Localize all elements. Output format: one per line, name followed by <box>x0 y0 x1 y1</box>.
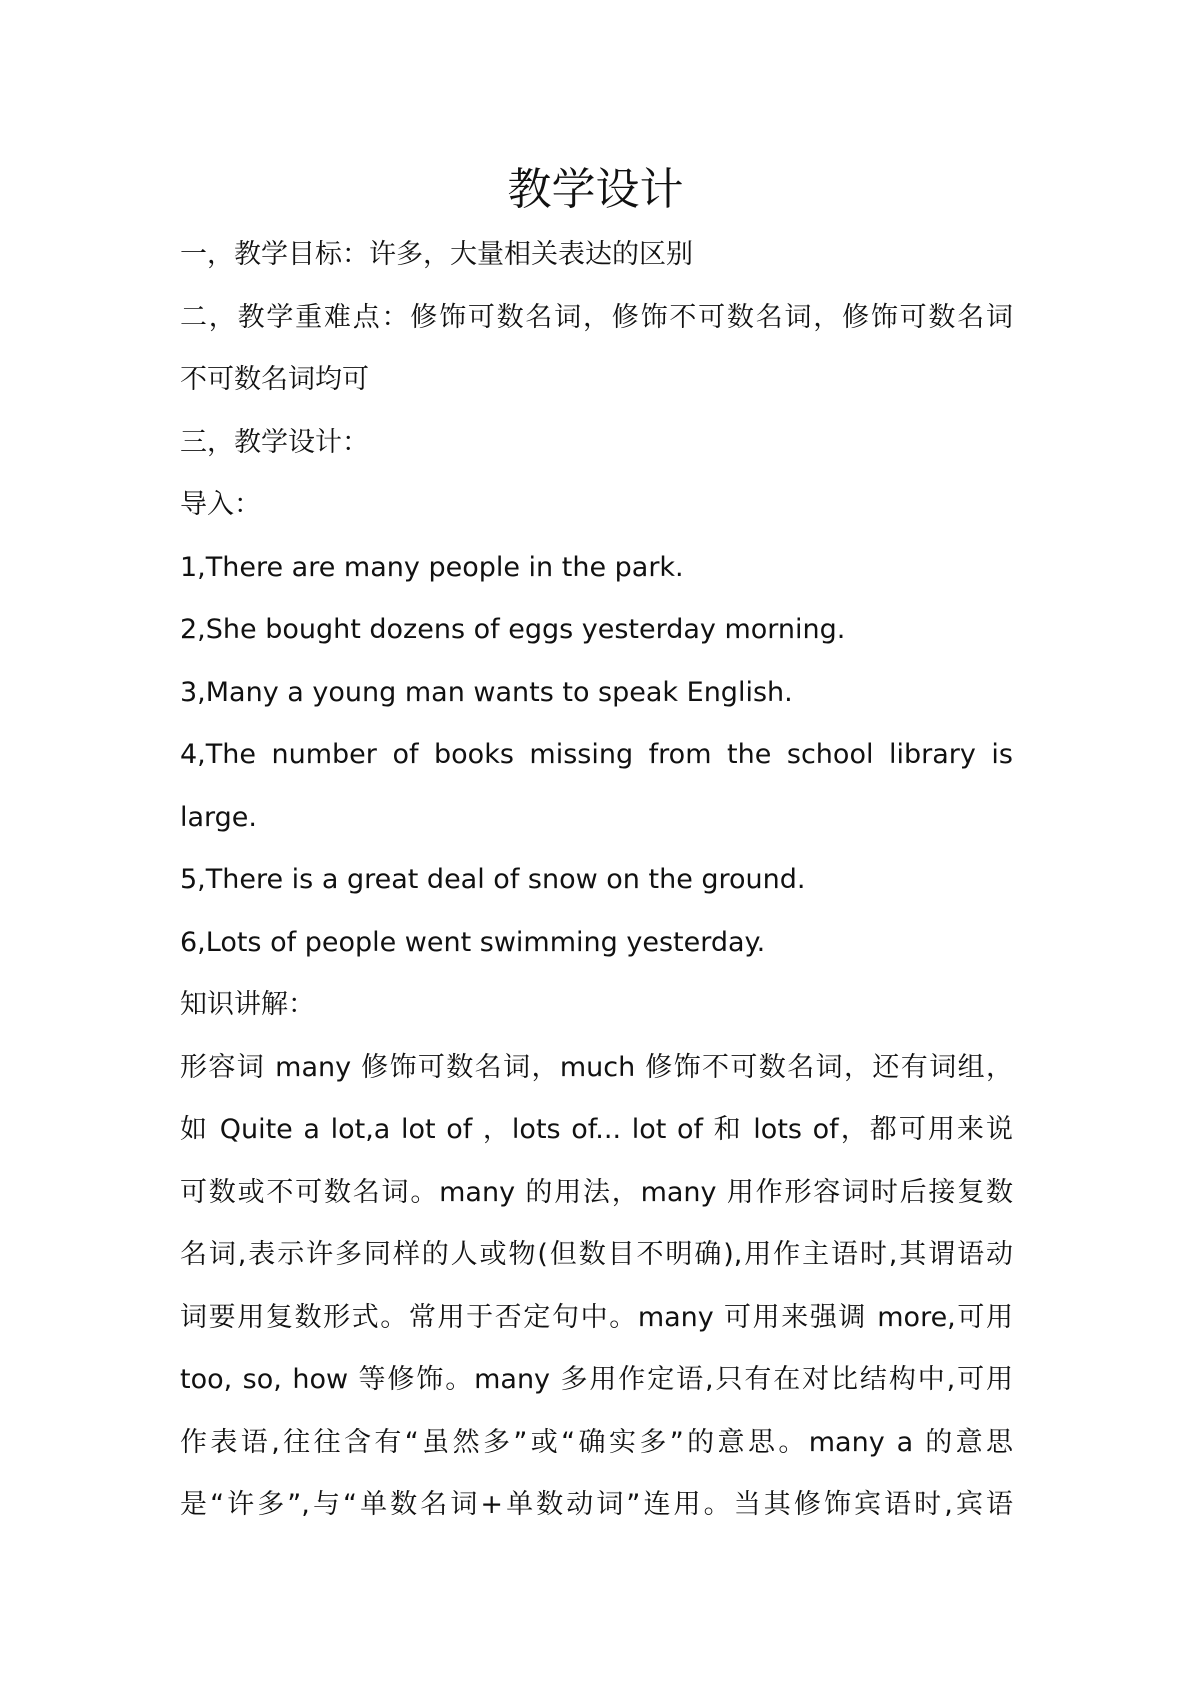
example-sentence-6: 6,Lots of people went swimming yesterday. <box>180 926 766 958</box>
key-points-line-1: 二，教学重难点：修饰可数名词，修饰不可数名词，修饰可数名词 <box>180 301 1013 333</box>
example-sentence-4: 4,The number of books missing from the school library is <box>180 739 1013 770</box>
explanation-line-8: 是“许多”,与“单数名词+单数动词”连用。当其修饰宾语时,宾语 <box>180 1489 1013 1520</box>
example-sentence-5: 5,There is a great deal of snow on the ground. <box>180 864 806 895</box>
design-heading: 三，教学设计： <box>180 426 369 458</box>
example-sentence-1: 1,There are many people in the park. <box>180 551 684 583</box>
explanation-line-4: 名词,表示许多同样的人或物(但数目不明确),用作主语时,其谓语动 <box>180 1239 1013 1270</box>
document-body <box>180 224 1013 1537</box>
explanation-line-7: 作表语,往往含有“虽然多”或“确实多”的意思。many a 的意思 <box>180 1426 1013 1458</box>
example-sentence-2: 2,She bought dozens of eggs yesterday morning. <box>180 614 846 645</box>
key-points-line-2: 不可数名词均可 <box>180 364 369 395</box>
explanation-line-6: too, so, how 等修饰。many 多用作定语,只有在对比结构中,可用 <box>180 1364 1013 1395</box>
explanation-line-1: 形容词 many 修饰可数名词，much 修饰不可数名词，还有词组， <box>180 1051 1013 1083</box>
explanation-line-3: 可数或不可数名词。many 的用法，many 用作形容词时后接复数 <box>180 1176 1013 1208</box>
intro-heading: 导入： <box>180 489 261 520</box>
example-sentence-4-continued: large. <box>180 801 258 833</box>
explanation-heading: 知识讲解： <box>180 989 315 1020</box>
document-title: 教学设计 <box>507 164 684 215</box>
objective-line: 一，教学目标：许多，大量相关表达的区别 <box>180 239 693 270</box>
example-sentence-3: 3,Many a young man wants to speak English. <box>180 676 793 708</box>
explanation-line-2: 如 Quite a lot,a lot of ，lots of... lot of 和 lots of，都可用来说 <box>180 1114 1013 1145</box>
explanation-line-5: 词要用复数形式。常用于否定句中。many 可用来强调 more,可用 <box>180 1301 1013 1333</box>
